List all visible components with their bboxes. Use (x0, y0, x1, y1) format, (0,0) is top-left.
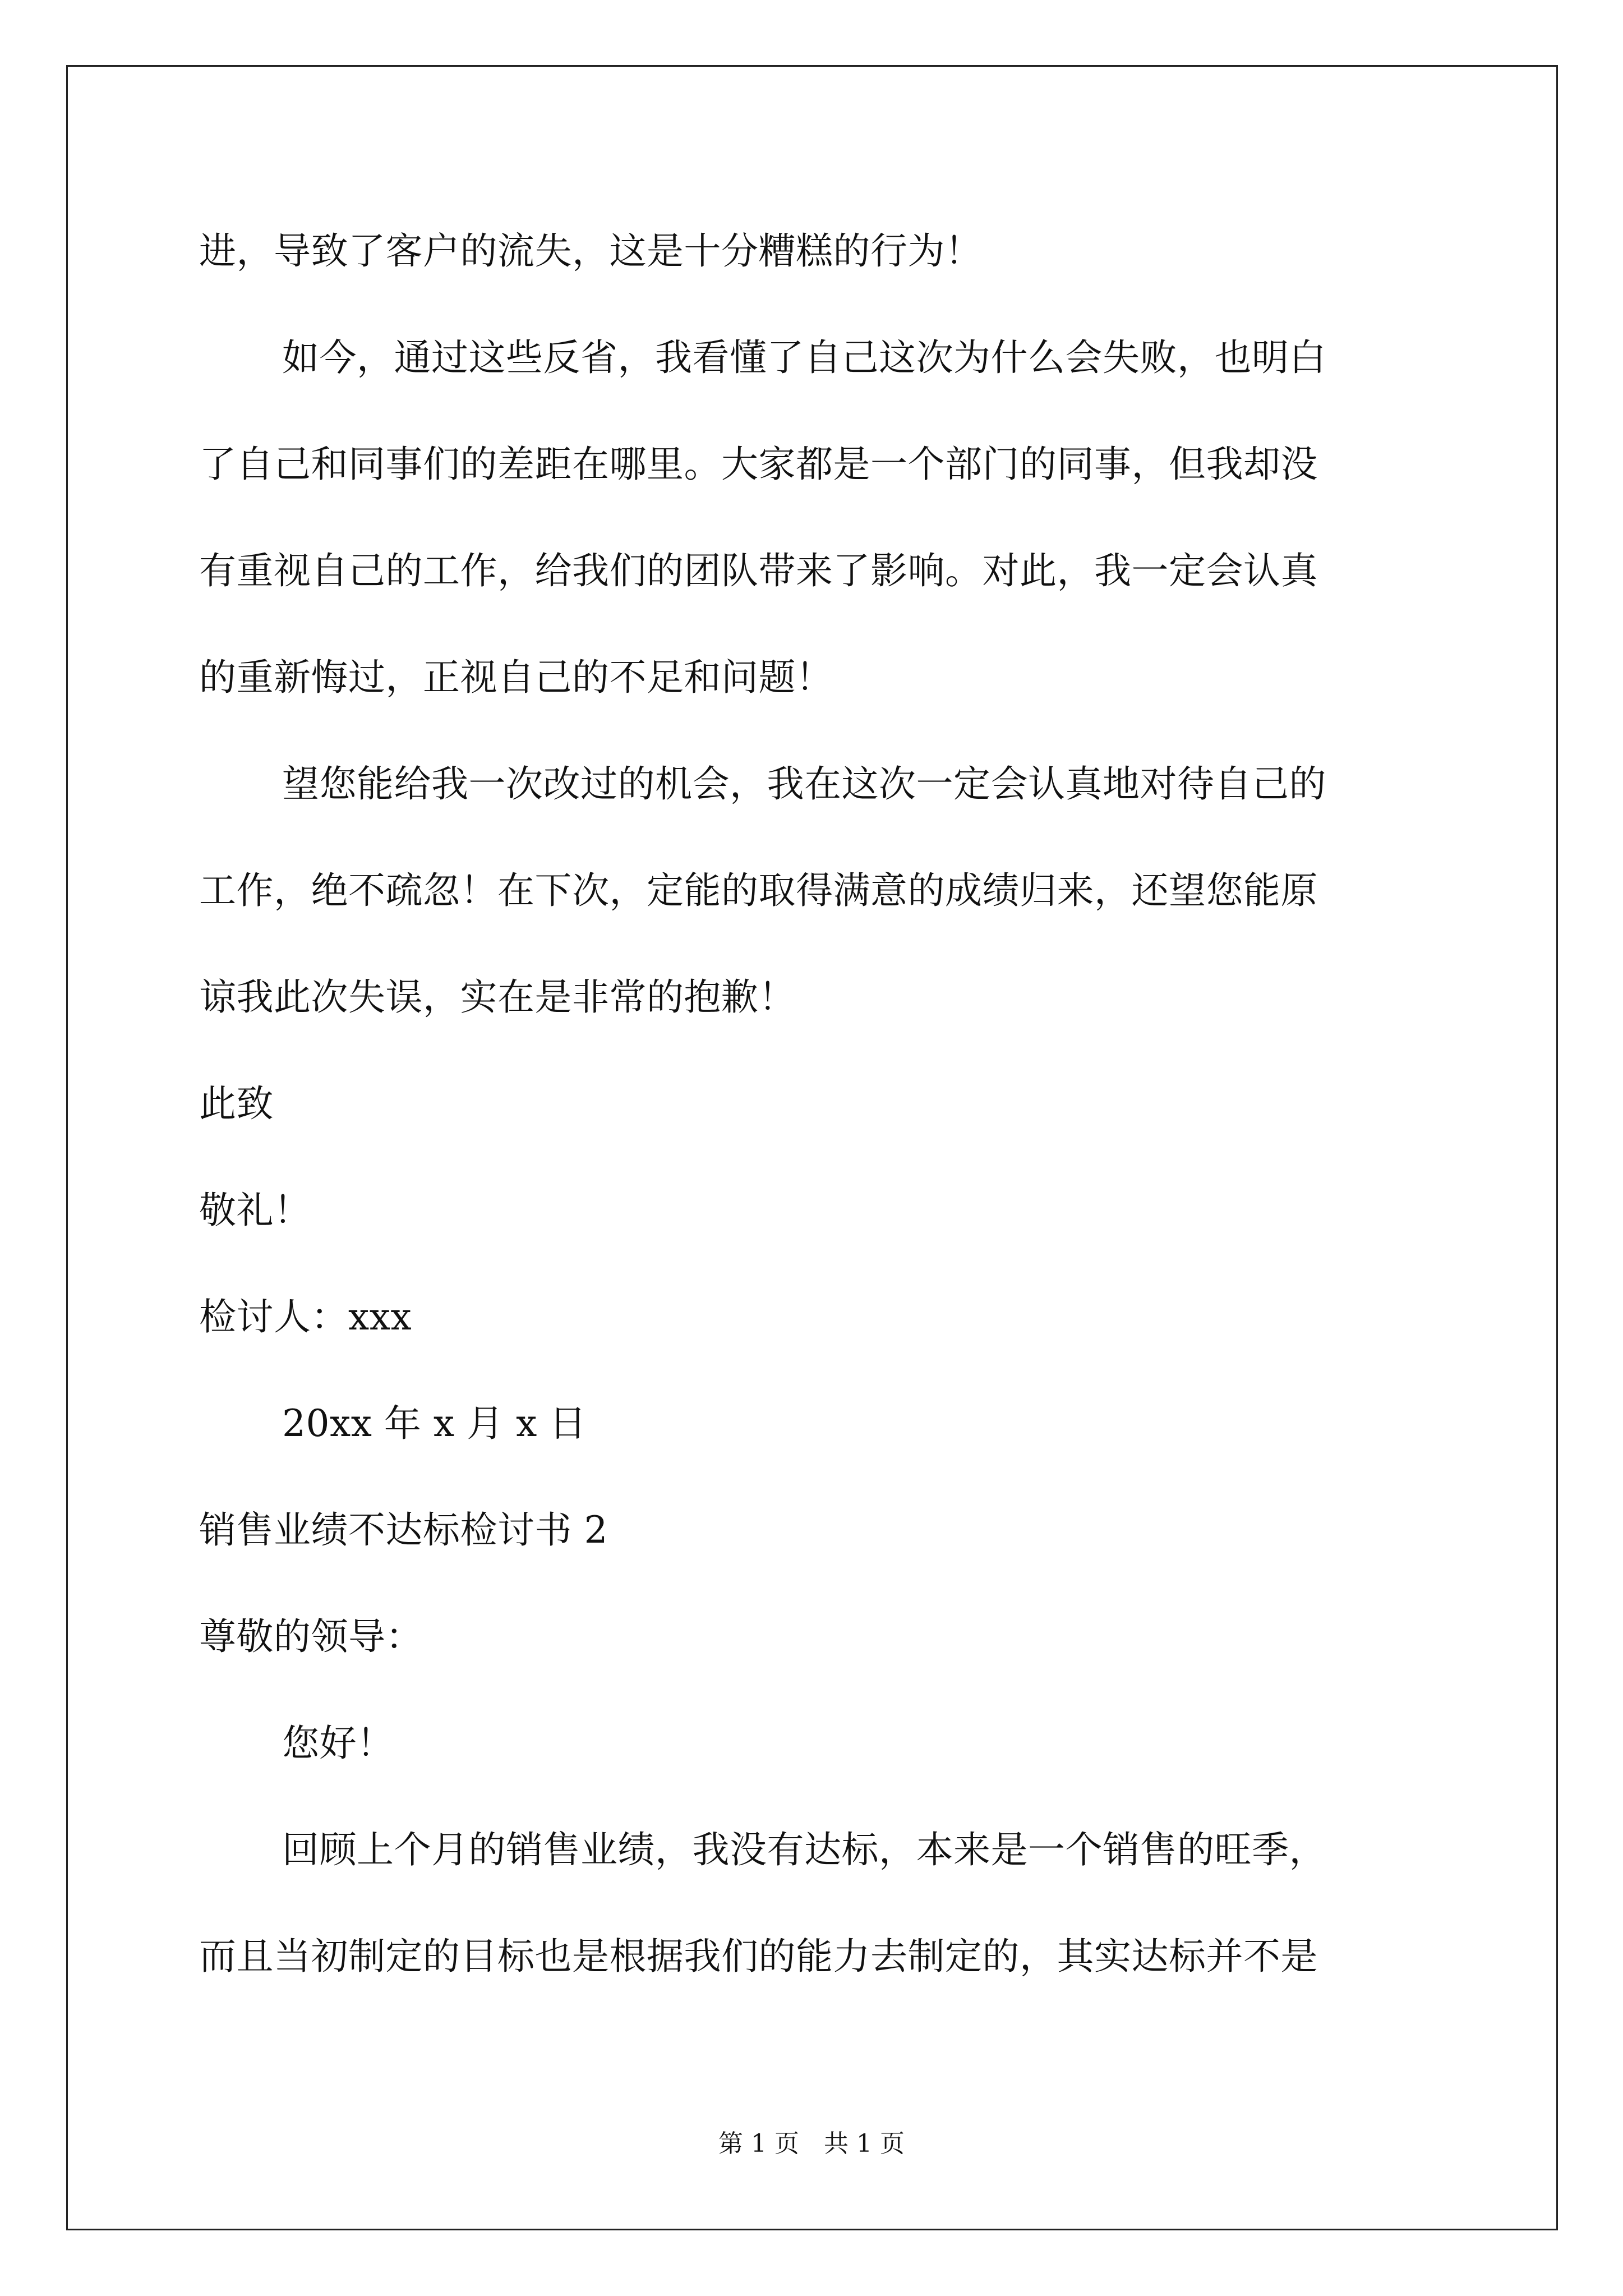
closing-regards: 敬礼！ (199, 1189, 311, 1232)
closing-salutation: 此致 (199, 1082, 274, 1125)
page-border (66, 65, 1558, 2230)
paragraph-start-line: 如今，通过这些反省，我看懂了自己这次为什么会失败，也明白 (282, 336, 1326, 379)
paragraph-start-line: 回顾上个月的销售业绩，我没有达标，本来是一个销售的旺季， (282, 1828, 1326, 1871)
section-title: 销售业绩不达标检讨书 2 (199, 1508, 608, 1552)
text-line: 工作，绝不疏忽！在下次，定能的取得满意的成绩归来，还望您能原 (199, 869, 1318, 912)
text-line: 谅我此次失误，实在是非常的抱歉！ (199, 976, 796, 1019)
text-line: 而且当初制定的目标也是根据我们的能力去制定的，其实达标并不是 (199, 1935, 1318, 1978)
text-line: 的重新悔过，正视自己的不足和问题！ (199, 656, 833, 699)
greeting-addressee: 尊敬的领导： (199, 1615, 423, 1658)
text-line: 进，导致了客户的流失，这是十分糟糕的行为！ (199, 229, 983, 273)
page-number-footer: 第 1 页 共 1 页 (718, 2129, 905, 2158)
text-line: 有重视自己的工作，给我们的团队带来了影响。对此，我一定会认真 (199, 549, 1318, 592)
paragraph-start-line: 望您能给我一次改过的机会，我在这次一定会认真地对待自己的 (282, 762, 1326, 806)
text-line: 了自己和同事们的差距在哪里。大家都是一个部门的同事，但我却没 (199, 443, 1318, 486)
signature-line: 检讨人：xxx (199, 1295, 412, 1338)
greeting: 您好！ (282, 1722, 394, 1765)
date-line: 20xx 年 x 月 x 日 (282, 1402, 587, 1445)
